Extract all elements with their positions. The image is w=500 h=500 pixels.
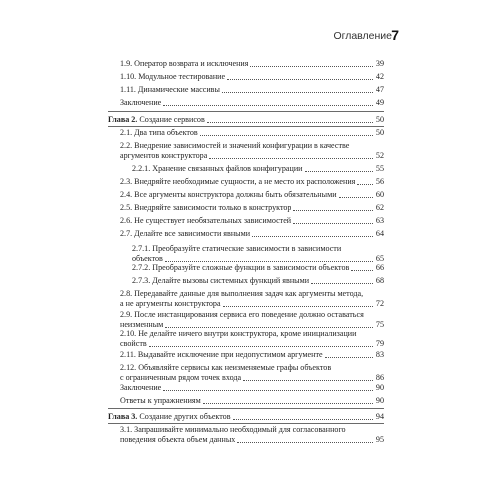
toc-entry-text-cont: аргументов конструктора [120,151,208,160]
toc-entry-text: 2.7.2. Преобразуйте сложные функции в зависимости объектов [132,263,350,272]
chapter-title: Создание сервисов [137,115,205,124]
toc-entry-text: Заключение [120,98,162,107]
leader-dots [149,345,373,347]
leader-dots [207,121,373,123]
toc-entry-text: 3.1. Запрашивайте минимально необходимый для согласованного [120,425,346,434]
leader-dots [311,282,373,284]
leader-dots [252,235,373,237]
toc-entry[interactable] [120,310,384,330]
toc-entry-page: 65 [375,254,384,263]
toc-entry-text: 2.7.1. Преобразуйте статические зависимости в зависимости [132,244,342,253]
chapter-label: Глава 3. [108,412,138,421]
toc-entry-text-cont: объектов [132,254,163,263]
leader-dots [209,157,373,159]
toc-entry-text: 2.4. Все аргументы конструктора должны быть обязательными [120,190,337,199]
toc-entry[interactable] [120,396,384,406]
toc-entry-page: 83 [375,350,384,359]
toc-entry[interactable] [120,383,384,393]
section-divider [108,126,384,127]
toc-entry[interactable] [120,98,384,108]
toc-entry[interactable] [120,363,384,383]
toc-entry-text: 2.5. Внедряйте зависимости только в конструктор [120,203,292,212]
running-head: Оглавление [333,30,392,42]
leader-dots [339,196,373,198]
toc-entry-text-cont: а не аргументы конструктора [120,299,221,308]
leader-dots [237,441,373,443]
toc-entry-page: 66 [375,263,384,272]
leader-dots [163,389,373,391]
toc-entry-text: 2.2. Внедрение зависимостей и значений конфигурации в качестве [120,141,350,150]
leader-dots [305,170,374,172]
toc-entry-page: 72 [375,299,384,308]
toc-entry-page: 50 [375,115,384,124]
toc-entry[interactable] [120,216,384,226]
toc-entry-page: 50 [375,128,384,137]
leader-dots [357,183,373,185]
leader-dots [250,65,373,67]
toc-entry-text: 2.3. Внедряйте необходимые сущности, а не место их расположения [120,177,356,186]
toc-entry-text: 2.12. Объявляйте сервисы как неизменяемые графы объектов [120,363,332,372]
toc-entry[interactable] [132,263,384,273]
toc-entry-text: 2.1. Два типа объектов [120,128,198,137]
toc-entry-page: 63 [375,216,384,225]
toc-entry-page: 79 [375,339,384,348]
toc-entry[interactable] [132,244,384,264]
toc-entry[interactable] [132,276,384,286]
leader-dots [233,418,373,420]
toc-entry-text: 2.10. Не делайте ничего внутри конструктора, кроме инициализации [120,329,357,338]
toc-entry-text: 2.6. Не существует необязательных зависимостей [120,216,292,225]
toc-entry-text: 2.8. Передавайте данные для выполнения задач как аргументы метода, [120,289,364,298]
leader-dots [165,260,373,262]
leader-dots [227,78,373,80]
chapter-label: Глава 2. [108,115,138,124]
section-divider [108,408,384,409]
toc-entry[interactable] [120,59,384,69]
toc-entry-page: 56 [375,177,384,186]
toc-entry-text: Ответы к упражнениям [120,396,201,405]
toc-entry-text: 2.11. Выдавайте исключение при недопустимом аргументе [120,350,323,359]
toc-entry-text: Заключение [120,383,162,392]
toc-entry[interactable] [120,72,384,82]
chapter-title: Создание других объектов [137,412,231,421]
toc-entry[interactable] [120,350,384,360]
page-number: 7 [391,27,399,43]
toc-entry-text-cont: свойств [120,339,147,348]
toc-entry-text: 1.11. Динамические массивы [120,85,220,94]
toc-entry-page: 60 [375,190,384,199]
toc-entry-text: 1.10. Модульное тестирование [120,72,226,81]
toc-entry[interactable] [132,164,384,174]
toc-entry-page: 68 [375,276,384,285]
leader-dots [200,134,373,136]
toc-entry[interactable] [120,85,384,95]
leader-dots [165,326,373,328]
toc-entry-text: 2.2.1. Хранение связанных файлов конфигурации [132,164,303,173]
leader-dots [163,104,373,106]
toc-entry-page: 42 [375,72,384,81]
toc-entry-page: 94 [375,412,384,421]
toc-entry-text-cont: неизменным [120,320,164,329]
toc-entry-page: 90 [375,383,384,392]
toc-entry[interactable] [120,177,384,187]
toc-entry-page: 75 [375,320,384,329]
toc-entry[interactable] [120,141,384,161]
toc-entry-text: 2.7. Делайте все зависимости явными [120,229,251,238]
leader-dots [203,402,373,404]
toc-entry[interactable] [120,289,384,309]
toc-entry-page: 90 [375,396,384,405]
toc-entry[interactable] [120,128,384,138]
leader-dots [222,91,373,93]
leader-dots [223,305,373,307]
toc-entry-page: 86 [375,373,384,382]
leader-dots [293,222,373,224]
toc-entry-page: 95 [375,435,384,444]
toc-entry[interactable] [120,190,384,200]
toc-entry-text: 2.7.3. Делайте вызовы системных функций явными [132,276,310,285]
toc-entry-text: 1.9. Оператор возврата и исключения [120,59,249,68]
leader-dots [243,379,373,381]
section-divider [108,423,384,424]
toc-entry-page: 62 [375,203,384,212]
leader-dots [293,209,373,211]
toc-entry-text: 2.9. После инстанцирования сервиса его поведение должно оставаться [120,310,364,319]
toc-entry-page: 47 [375,85,384,94]
toc-chapter-entry[interactable] [108,115,384,125]
toc-entry-page: 55 [375,164,384,173]
toc-entry[interactable] [120,203,384,213]
toc-entry-page: 52 [375,151,384,160]
section-divider [108,111,384,112]
toc-entry-page: 49 [375,98,384,107]
toc-entry[interactable] [120,329,384,349]
toc-entry[interactable] [120,229,384,239]
toc-entry-text-cont: поведения объекта объем данных [120,435,236,444]
toc-entry-page: 64 [375,229,384,238]
leader-dots [325,356,373,358]
toc-chapter-entry[interactable] [108,412,384,422]
leader-dots [351,269,373,271]
toc-entry-page: 39 [375,59,384,68]
toc-entry-text-cont: с ограниченным рядом точек входа [120,373,242,382]
toc-entry[interactable] [120,425,384,445]
